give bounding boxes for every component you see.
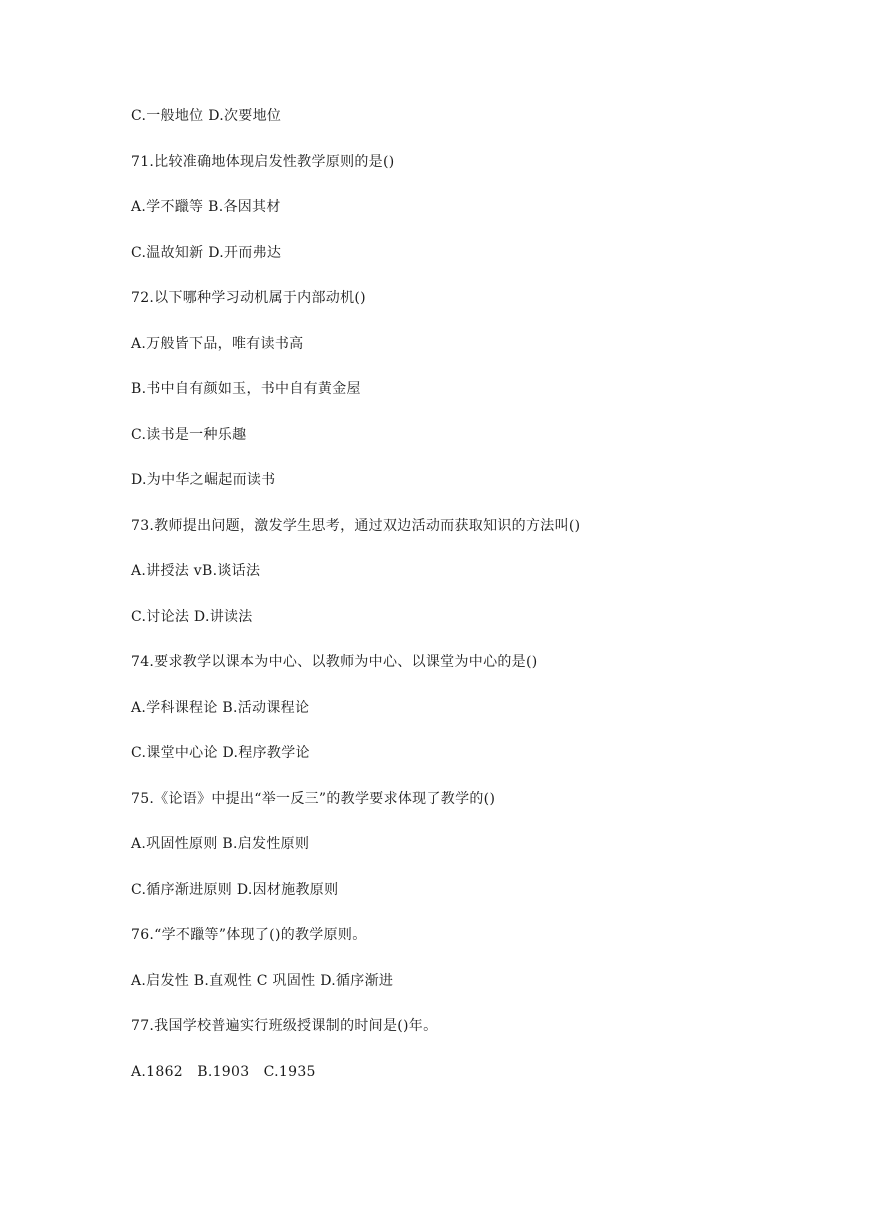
option-line-71-ab: A.学不躐等 B.各因其材 (131, 199, 281, 215)
question-77: 77.我国学校普遍实行班级授课制的时间是()年。 (131, 1018, 438, 1034)
option-line-72-c: C.读书是一种乐趣 (131, 427, 247, 443)
question-71: 71.比较准确地体现启发性教学原则的是() (131, 154, 395, 170)
question-74: 74.要求教学以课本为中心、以教师为中心、以课堂为中心的是() (131, 654, 538, 670)
option-line-76-abcd: A.启发性 B.直观性 C 巩固性 D.循序渐进 (131, 973, 394, 989)
option-line-75-cd: C.循序渐进原则 D.因材施教原则 (131, 882, 339, 898)
option-line-74-cd: C.课堂中心论 D.程序教学论 (131, 745, 310, 761)
option-line-72-a: A.万般皆下品，唯有读书高 (131, 336, 304, 352)
option-line-77-abc: A.1862 B.1903 C.1935 (131, 1064, 316, 1080)
option-line-71-cd: C.温故知新 D.开而弗达 (131, 245, 282, 261)
question-75: 75.《论语》中提出“举一反三”的教学要求体现了教学的() (131, 791, 496, 807)
question-72: 72.以下哪种学习动机属于内部动机() (131, 290, 366, 306)
option-line-70-cd: C.一般地位 D.次要地位 (131, 108, 282, 124)
question-73: 73.教师提出问题，激发学生思考，通过双边活动而获取知识的方法叫() (131, 518, 581, 534)
option-line-72-d: D.为中华之崛起而读书 (131, 472, 276, 488)
option-line-72-b: B.书中自有颜如玉，书中自有黄金屋 (131, 381, 361, 397)
option-line-74-ab: A.学科课程论 B.活动课程论 (131, 700, 310, 716)
option-line-75-ab: A.巩固性原则 B.启发性原则 (131, 836, 310, 852)
question-76: 76.“学不躐等”体现了()的教学原则。 (131, 927, 367, 943)
option-line-73-ab: A.讲授法 vB.谈话法 (131, 563, 261, 579)
option-line-73-cd: C.讨论法 D.讲读法 (131, 609, 253, 625)
